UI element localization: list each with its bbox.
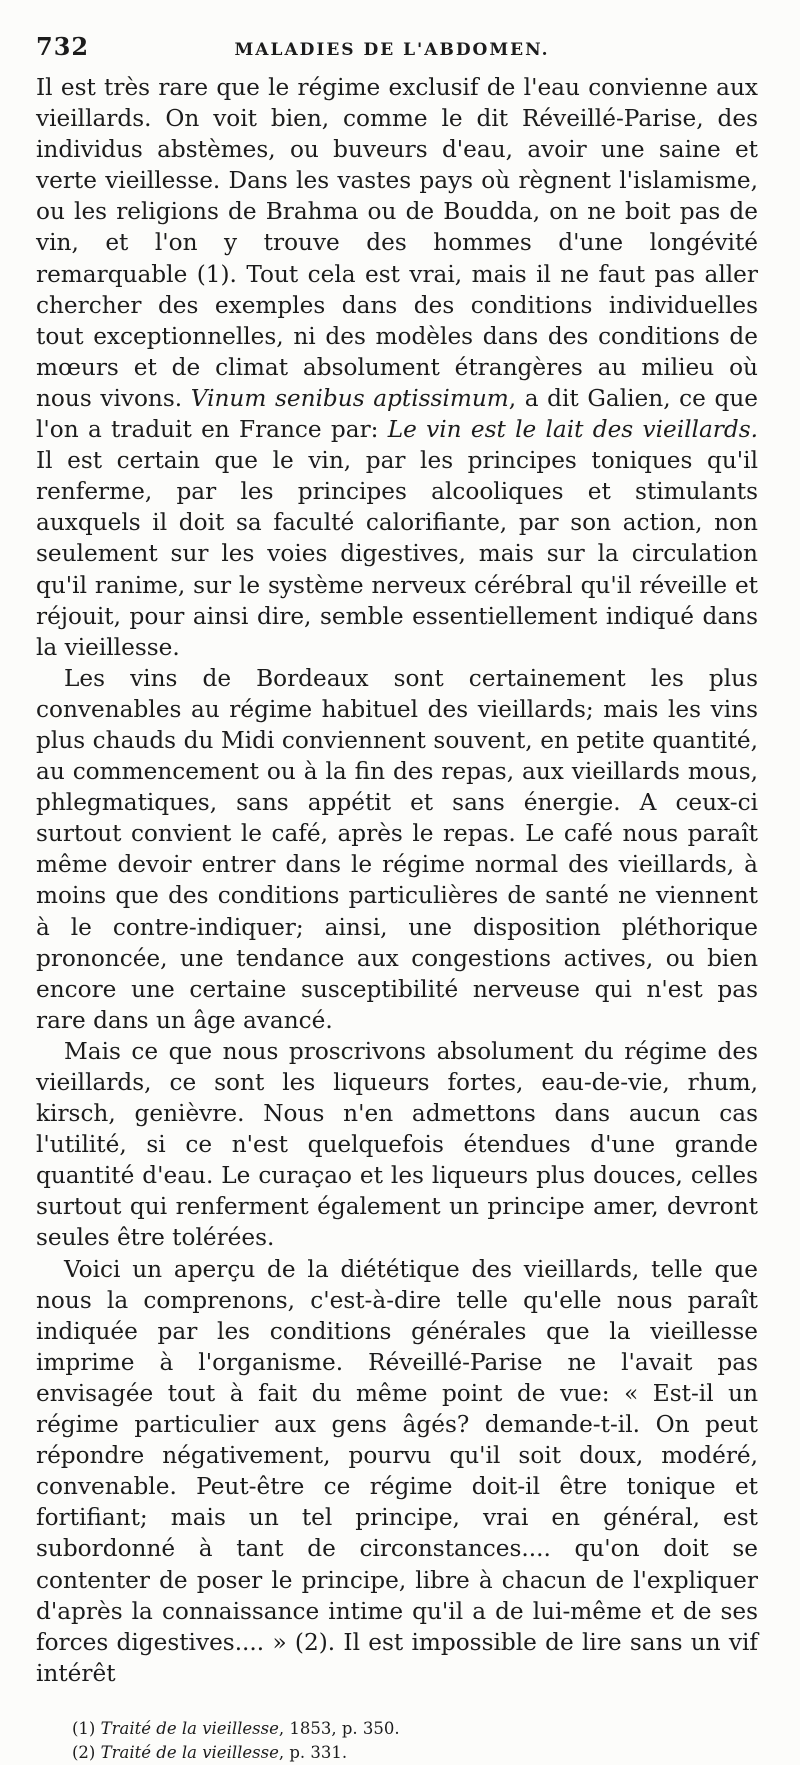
text-run: , a dit Galien, ce que l'on a traduit en France par: xyxy=(36,384,758,444)
body-text xyxy=(36,72,758,1689)
footnote-reference: , 1853, p. 350. xyxy=(278,1718,400,1738)
page-number: 732 xyxy=(36,32,90,61)
running-title: MALADIES DE L'ABDOMEN. xyxy=(234,40,550,60)
text-run: Les vins de Bordeaux sont certainement les plus convenables au régime habituel des vieillards; mais les vins plus chauds du Midi conviennent souvent, en petite quantité, au commencement ou à la fin des repas, aux vieillards mous, phlegmatiques, sans appétit et sans énergie. A ceux-ci surtout convient le café, après le repas. Le café nous paraît même devoir entrer dans le régime normal des vieillards, à moins que des conditions particulières de santé ne viennent à le contre-indiquer; ainsi, une disposition pléthorique prononcée, une tendance aux congestions actives, ou bien encore une certaine susceptibilité nerveuse qui n'est pas rare dans un âge avancé. xyxy=(36,664,758,1034)
footnotes xyxy=(36,1717,758,1765)
text-run: Voici un aperçu de la diététique des vieillards, telle que nous la comprenons, c'est-à-dire telle qu'elle nous paraît indiquée par les conditions générales que la vieillesse imprime à l'organisme. Réveillé-Parise ne l'avait pas envisagée tout à fait du même point de vue: « Est-il un régime particulier aux gens âgés? demande-t-il. On peut répondre négativement, pourvu qu'il soit doux, modéré, convenable. Peut-être ce régime doit-il être tonique et fortifiant; mais un tel principe, vrai en général, est subordonné à tant de circonstances.... qu'on doit se contenter de poser le principe, libre à chacun de l'expliquer d'après la connaissance intime qu'il a de lui-même et de ses forces digestives.... » (2). Il est impossible de lire sans un vif intérêt xyxy=(36,1255,758,1687)
page-header xyxy=(36,32,758,72)
footnote xyxy=(72,1717,758,1741)
text-run: Il est très rare que le régime exclusif de l'eau convienne aux vieillards. On voit bien, comme le dit Réveillé-Parise, des individus abstèmes, ou buveurs d'eau, avoir une saine et verte vieillesse. Dans les vastes pays où règnent l'islamisme, ou les religions de Brahma ou de Boudda, on ne boit pas de vin, et l'on y trouve des hommes d'une longévité remarquable (1). Tout cela est vrai, mais il ne faut pas aller chercher des exemples dans des conditions individuelles tout exceptionnelles, ni des modèles dans des conditions de mœurs et de climat absolument étrangères au milieu où nous vivons. xyxy=(36,74,758,412)
footnote-title: Traité de la vieillesse xyxy=(100,1718,279,1738)
paragraph xyxy=(36,72,758,663)
footnote xyxy=(72,1741,758,1765)
text-run: Il est certain que le vin, par les principes toniques qu'il renferme, par les principes alcooliques et stimulants auxquels il doit sa faculté calorifiante, par son action, non seulement sur les voies digestives, mais sur la circulation qu'il ranime, sur le système nerveux cérébral qu'il réveille et réjouit, pour ainsi dire, semble essentiellement indiqué dans la vieillesse. xyxy=(36,447,758,661)
text-run: Mais ce que nous proscrivons absolument du régime des vieillards, ce sont les liqueurs fortes, eau-de-vie, rhum, kirsch, genièvre. Nous n'en admettons dans aucun cas l'utilité, si ce n'est quelquefois étendues d'une grande quantité d'eau. Le curaçao et les liqueurs plus douces, celles surtout qui renferment également un principe amer, devront seules être tolérées. xyxy=(36,1037,758,1252)
footnote-title: Traité de la vieillesse xyxy=(100,1742,279,1762)
footnote-reference: , p. 331. xyxy=(278,1742,348,1762)
italic-quote: Vinum senibus aptissimum xyxy=(190,384,509,412)
paragraph xyxy=(36,1036,758,1254)
footnote-marker: (1) xyxy=(72,1718,101,1738)
italic-quote: Le vin est le lait des vieillards. xyxy=(387,416,758,444)
paragraph xyxy=(36,1254,758,1689)
footnote-marker: (2) xyxy=(72,1742,101,1762)
paragraph xyxy=(36,663,758,1036)
